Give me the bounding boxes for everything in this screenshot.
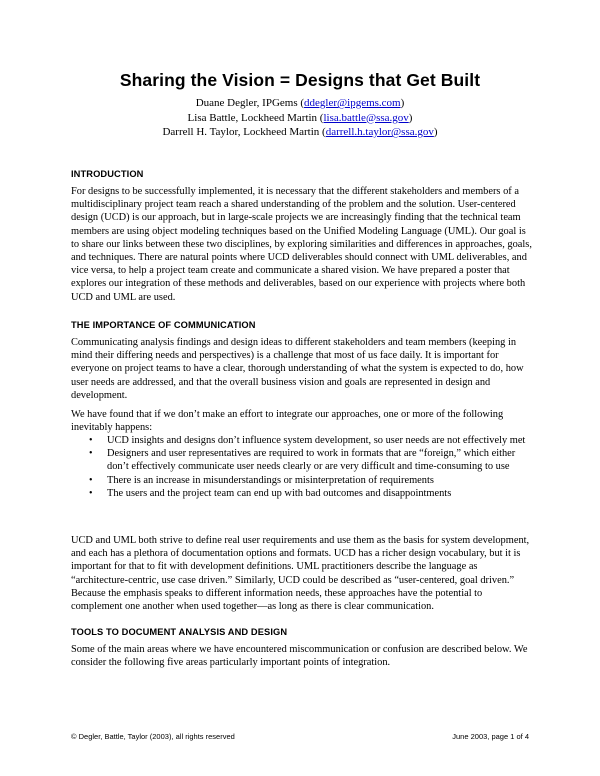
author-line: Lisa Battle, Lockheed Martin (lisa.battle@ssa.gov) (187, 111, 413, 124)
author-email-link[interactable]: darrell.h.taylor@ssa.gov (325, 126, 434, 138)
communication-paragraph-1: Communicating analysis findings and design ideas to different stakeholders and team members (keeping in mind their differing needs and perspectives) is a challenge that most of us face daily. It is important for everyone on project teams to have a clear, thorough understanding of what the system is expected to do, how user needs are addressed, and that the overall business vision and goals are represented in design and development. (71, 337, 524, 401)
author-line: Darrell H. Taylor, Lockheed Martin (darrell.h.taylor@ssa.gov) (162, 126, 438, 138)
bullet-icon: • (89, 435, 93, 446)
section-heading-introduction: INTRODUCTION (71, 169, 144, 179)
intro-paragraph: For designs to be successfully implemented, it is necessary that the different stakeholders and members of a multidisciplinary project team reach a shared understanding of the problem and the solution. User-centered design (UCD) is our approach, but in large-scale projects we are increasingly finding that the technical team members are using object modeling techniques based on the Unified Modeling Language (UML). Our goal is to share our links between these two disciplines, by exploring similarities and differences in approaches, goals, and techniques. There are natural points where UCD deliverables should connect with UML deliverables, and vice versa, to help a project team create and communicate a shared vision. We have prepared a poster that explores our integration of these methods and deliverables, based on our experience with projects where both UCD and UML are used. (71, 186, 532, 303)
section-heading-communication: THE IMPORTANCE OF COMMUNICATION (71, 320, 256, 330)
communication-paragraph-2: We have found that if we don’t make an effort to integrate our approaches, one or more of the following inevitably happens: (71, 409, 504, 434)
bullet-icon: • (89, 487, 93, 499)
author-email-link[interactable]: ddegler@ipgems.com (304, 97, 401, 109)
list-item: • UCD insights and designs don’t influence system development, so user needs are not effectively met (89, 435, 526, 446)
consequences-list (71, 434, 535, 500)
list-item: • There is an increase in misunderstandings or misinterpretation of requirements (89, 474, 434, 486)
list-item: • Designers and user representatives are required to work in formats that are “foreign,” which either don’t effectively communicate user needs clearly or are very difficult and time-consuming to use (89, 448, 516, 473)
author-line: Duane Degler, IPGems (ddegler@ipgems.com) (195, 97, 405, 109)
bullet-icon: • (89, 474, 93, 486)
author-block (0, 96, 600, 140)
section-heading-tools: TOOLS TO DOCUMENT ANALYSIS AND DESIGN (71, 627, 288, 637)
bullet-icon: • (89, 448, 93, 460)
paper-title: Sharing the Vision = Designs that Get Built (119, 70, 481, 90)
footer-page-number: June 2003, page 1 of 4 (452, 732, 529, 741)
communication-paragraph-3: UCD and UML both strive to define real user requirements and use them as the basis for system development, and each has a plethora of documentation options and formats. UCD has a richer design vocabulary, but it is important for that to fit with development definitions. UML practitioners describe the language as “architecture-centric, use case driven.” Similarly, UCD could be described as “user-centered, goal driven.” Because the emphasis speaks to different information needs, these approaches have the potential to complement one another when used together—as long as there is clear communication. (71, 535, 530, 613)
author-email-link[interactable]: lisa.battle@ssa.gov (323, 111, 409, 124)
list-item: • The users and the project team can end up with bad outcomes and disappointments (89, 487, 452, 499)
footer-copyright: © Degler, Battle, Taylor (2003), all rights reserved (71, 732, 235, 741)
tools-paragraph: Some of the main areas where we have encountered miscommunication or confusion are described below. We consider the following five areas particularly important points of integration. (71, 644, 528, 669)
